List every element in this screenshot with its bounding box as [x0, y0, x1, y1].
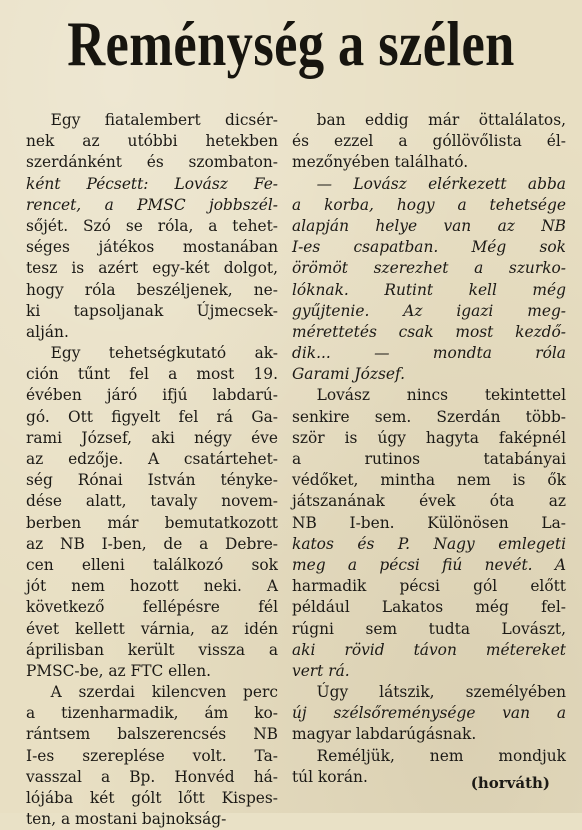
left_column-line: PMSC-be, az FTC ellen. [26, 661, 212, 680]
left-column [26, 110, 278, 830]
right_column-line: NB I-ben. Különösen La- [292, 513, 566, 532]
right_column-line: a rutinos tatabányai [292, 450, 566, 468]
right_column-line: Garami József. [292, 365, 406, 384]
right_column-line: ban eddig már öttalálatos, [316, 111, 566, 129]
right_column-line: — Lovász elérkezett abba [316, 174, 566, 193]
right_column-line: meg a pécsi fiú nevét. A [292, 555, 566, 574]
left_column-line: hogy róla beszéljenek, ne- [26, 280, 278, 299]
left_column-line: rencet, a PMSC jobbszél- [26, 195, 278, 214]
right_column-line: vert rá. [292, 661, 350, 680]
right_column-line: aki rövid távon métereket [292, 640, 566, 659]
left_column-line: cen elleni találkozó sok [26, 555, 278, 574]
right-column [292, 110, 566, 788]
left_column-line: A szerdai kilencven perc [50, 683, 278, 702]
right_column-line: Reméljük, nem mondjuk [316, 746, 566, 765]
right_column-line: mérettetés csak most kezdő- [292, 322, 566, 341]
left_column-line: következő fellépésre fél [26, 598, 278, 617]
left_column-line: rami József, aki négy éve [26, 428, 278, 447]
right_column-line: magyar labdarúgásnak. [292, 725, 477, 744]
right_column-line: lóknak. Rutint kell még [292, 280, 566, 299]
left_column-line: lójába két gólt lőtt Kispes- [26, 789, 278, 807]
left_column-line: vasszal a Bp. Honvéd há- [26, 767, 278, 786]
left_column-line: a tizenharmadik, ám ko- [26, 704, 278, 723]
right_column-line: alapján helye van az NB [292, 216, 566, 235]
left_column-line: ki tapsoljanak Újmecsek- [26, 301, 278, 320]
left_column-line: berben már bemutatkozott [26, 513, 278, 532]
left_column-line: ten, a mostani bajnokság- [26, 810, 227, 829]
left_column-line: az NB I-ben, de a Debre- [26, 534, 278, 553]
left_column-line: sőjét. Szó se róla, a tehet- [26, 216, 278, 235]
left_column-line: ként Pécsett: Lovász Fe- [26, 174, 278, 193]
left_column-line: jót nem hozott neki. A [26, 577, 278, 596]
right_column-line: dik... — mondta róla [292, 344, 566, 363]
right_column-line: Lovász nincs tekintettel [316, 386, 566, 405]
right_column-line: túl korán. [292, 767, 368, 786]
right_column-line: játszanának évek óta az [292, 492, 566, 511]
right_column-line: mezőnyében található. [292, 153, 469, 172]
right_column-line: harmadik pécsi gól előtt [292, 577, 566, 596]
left_column-line: ség Rónai István ténykе- [26, 471, 278, 490]
right_column-line: a korba, hogy a tehetsége [292, 195, 566, 214]
right_column-line: I-es csapatban. Még sok [292, 238, 566, 257]
left_column-line: Egy fiatalembert dicsér- [50, 111, 278, 129]
right_column-line: katos és P. Nagy emlegeti [292, 534, 566, 553]
author-signature: (horváth) [470, 774, 550, 792]
left_column-line: évében járó ifjú labdarú- [26, 386, 278, 405]
right_column-line: Úgy látszik, személyében [316, 683, 566, 702]
left_column-line: I-es szereplése volt. Ta- [26, 746, 278, 765]
left_column-line: nek az utóbbi hetekben [26, 132, 278, 151]
left_column-line: séges játékos mostanában [26, 238, 278, 257]
right_column-line: senkire sem. Szerdán több- [292, 407, 566, 426]
left_column-line: gó. Ott figyelt fel rá Ga- [26, 407, 278, 426]
right_column-line: örömöt szerezhet a szurko- [292, 259, 566, 278]
right_column-line: új szélsőreménysége van a [292, 704, 566, 723]
left_column-line: rántsem balszerencsés NB [26, 725, 278, 744]
right_column-line: ször is úgy hagyta faképnél [292, 428, 566, 447]
left_column-line: az edzője. A csatártehet- [26, 450, 278, 468]
left_column-line: évet kellett várnia, az idén [26, 619, 278, 638]
right_column-line: gyűjtenie. Az igazi meg- [292, 301, 566, 320]
left_column-line: tesz is azért egy-két dolgot, [26, 259, 278, 278]
left_column-line: áprilisban került vissza a [26, 640, 278, 659]
left_column-line: ción tűnt fel a most 19. [26, 365, 278, 384]
left_column-line: alján. [26, 322, 69, 341]
right_column-line: rúgni sem tudta Lovászt, [292, 619, 566, 638]
right_column-line: védőket, mintha nem is ők [292, 471, 566, 490]
right_column-line: például Lakatos még fel- [292, 598, 566, 617]
left_column-line: dése alatt, tavaly novem- [26, 492, 278, 511]
right_column-line: és ezzel a góllövőlista él- [292, 132, 566, 151]
headline: Reménység a szélen [67, 8, 515, 79]
left_column-line: szerdánként és szombaton- [26, 153, 278, 172]
left_column-line: Egy tehetségkutató ak- [50, 344, 278, 363]
